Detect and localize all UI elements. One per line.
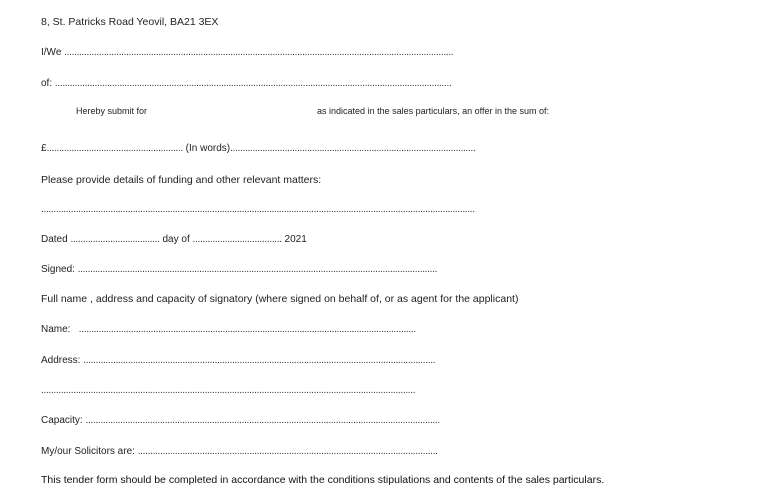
dated-row[interactable] [41,233,307,247]
solicitors-field[interactable]: ......................................................................................................................... [137,446,438,457]
year-text: 2021 [284,234,307,245]
offer-in-words-field[interactable]: ................................................................................................... [230,143,476,154]
of-field[interactable]: ................................................................................................................................................................ [54,78,452,89]
in-words-label: (In words) [185,143,231,154]
solicitors-row[interactable] [41,445,438,459]
submit-prefix: Hereby submit for [76,106,148,116]
iwe-row[interactable] [41,46,453,60]
submit-row [76,104,549,118]
dated-label: Dated [41,234,68,245]
capacity-label: Capacity: [41,415,83,426]
capacity-field[interactable]: ............................................................................................................................................... [85,415,440,426]
signed-field[interactable]: ................................................................................................................................................. [77,264,438,275]
offer-sum-row[interactable] [41,142,475,156]
footer-note: This tender form should be completed in accordance with the conditions stipulations and contents of the sales particulars. [41,474,605,486]
iwe-label: I/We [41,47,62,58]
address-field[interactable]: .............................................................................................................................................. [83,355,436,366]
name-field[interactable]: ........................................................................................................................................ [78,324,416,335]
fullname-label: Full name , address and capacity of signatory (where signed on behalf of, or as agent for the applicant) [41,293,519,305]
funding-field[interactable]: ............................................................................................................................................................................... [41,204,475,215]
funding-label: Please provide details of funding and other relevant matters: [41,174,322,186]
month-field[interactable]: .................................... [192,234,282,245]
address-label: Address: [41,355,81,366]
name-label: Name: [41,324,71,335]
solicitors-label: My/our Solicitors are: [41,446,135,457]
of-label: of: [41,78,53,89]
submit-suffix: as indicated in the sales particulars, an offer in the sum of: [317,106,549,116]
signed-row[interactable] [41,263,437,277]
capacity-row[interactable] [41,414,440,428]
property-address: 8, St. Patricks Road Yeovil, BA21 3EX [41,16,219,28]
day-of-label: day of [162,234,190,245]
pound-label: £ [41,143,47,154]
address-row[interactable] [41,354,435,368]
offer-amount-field[interactable]: ....................................................... [46,143,183,154]
of-row[interactable] [41,77,451,91]
address-field-line-2[interactable]: ....................................................................................................................................................... [41,385,416,396]
dated-field[interactable]: .................................... [70,234,160,245]
name-row[interactable] [41,323,416,337]
signed-label: Signed: [41,264,75,275]
iwe-field[interactable]: ............................................................................................................................................................. [64,47,454,58]
